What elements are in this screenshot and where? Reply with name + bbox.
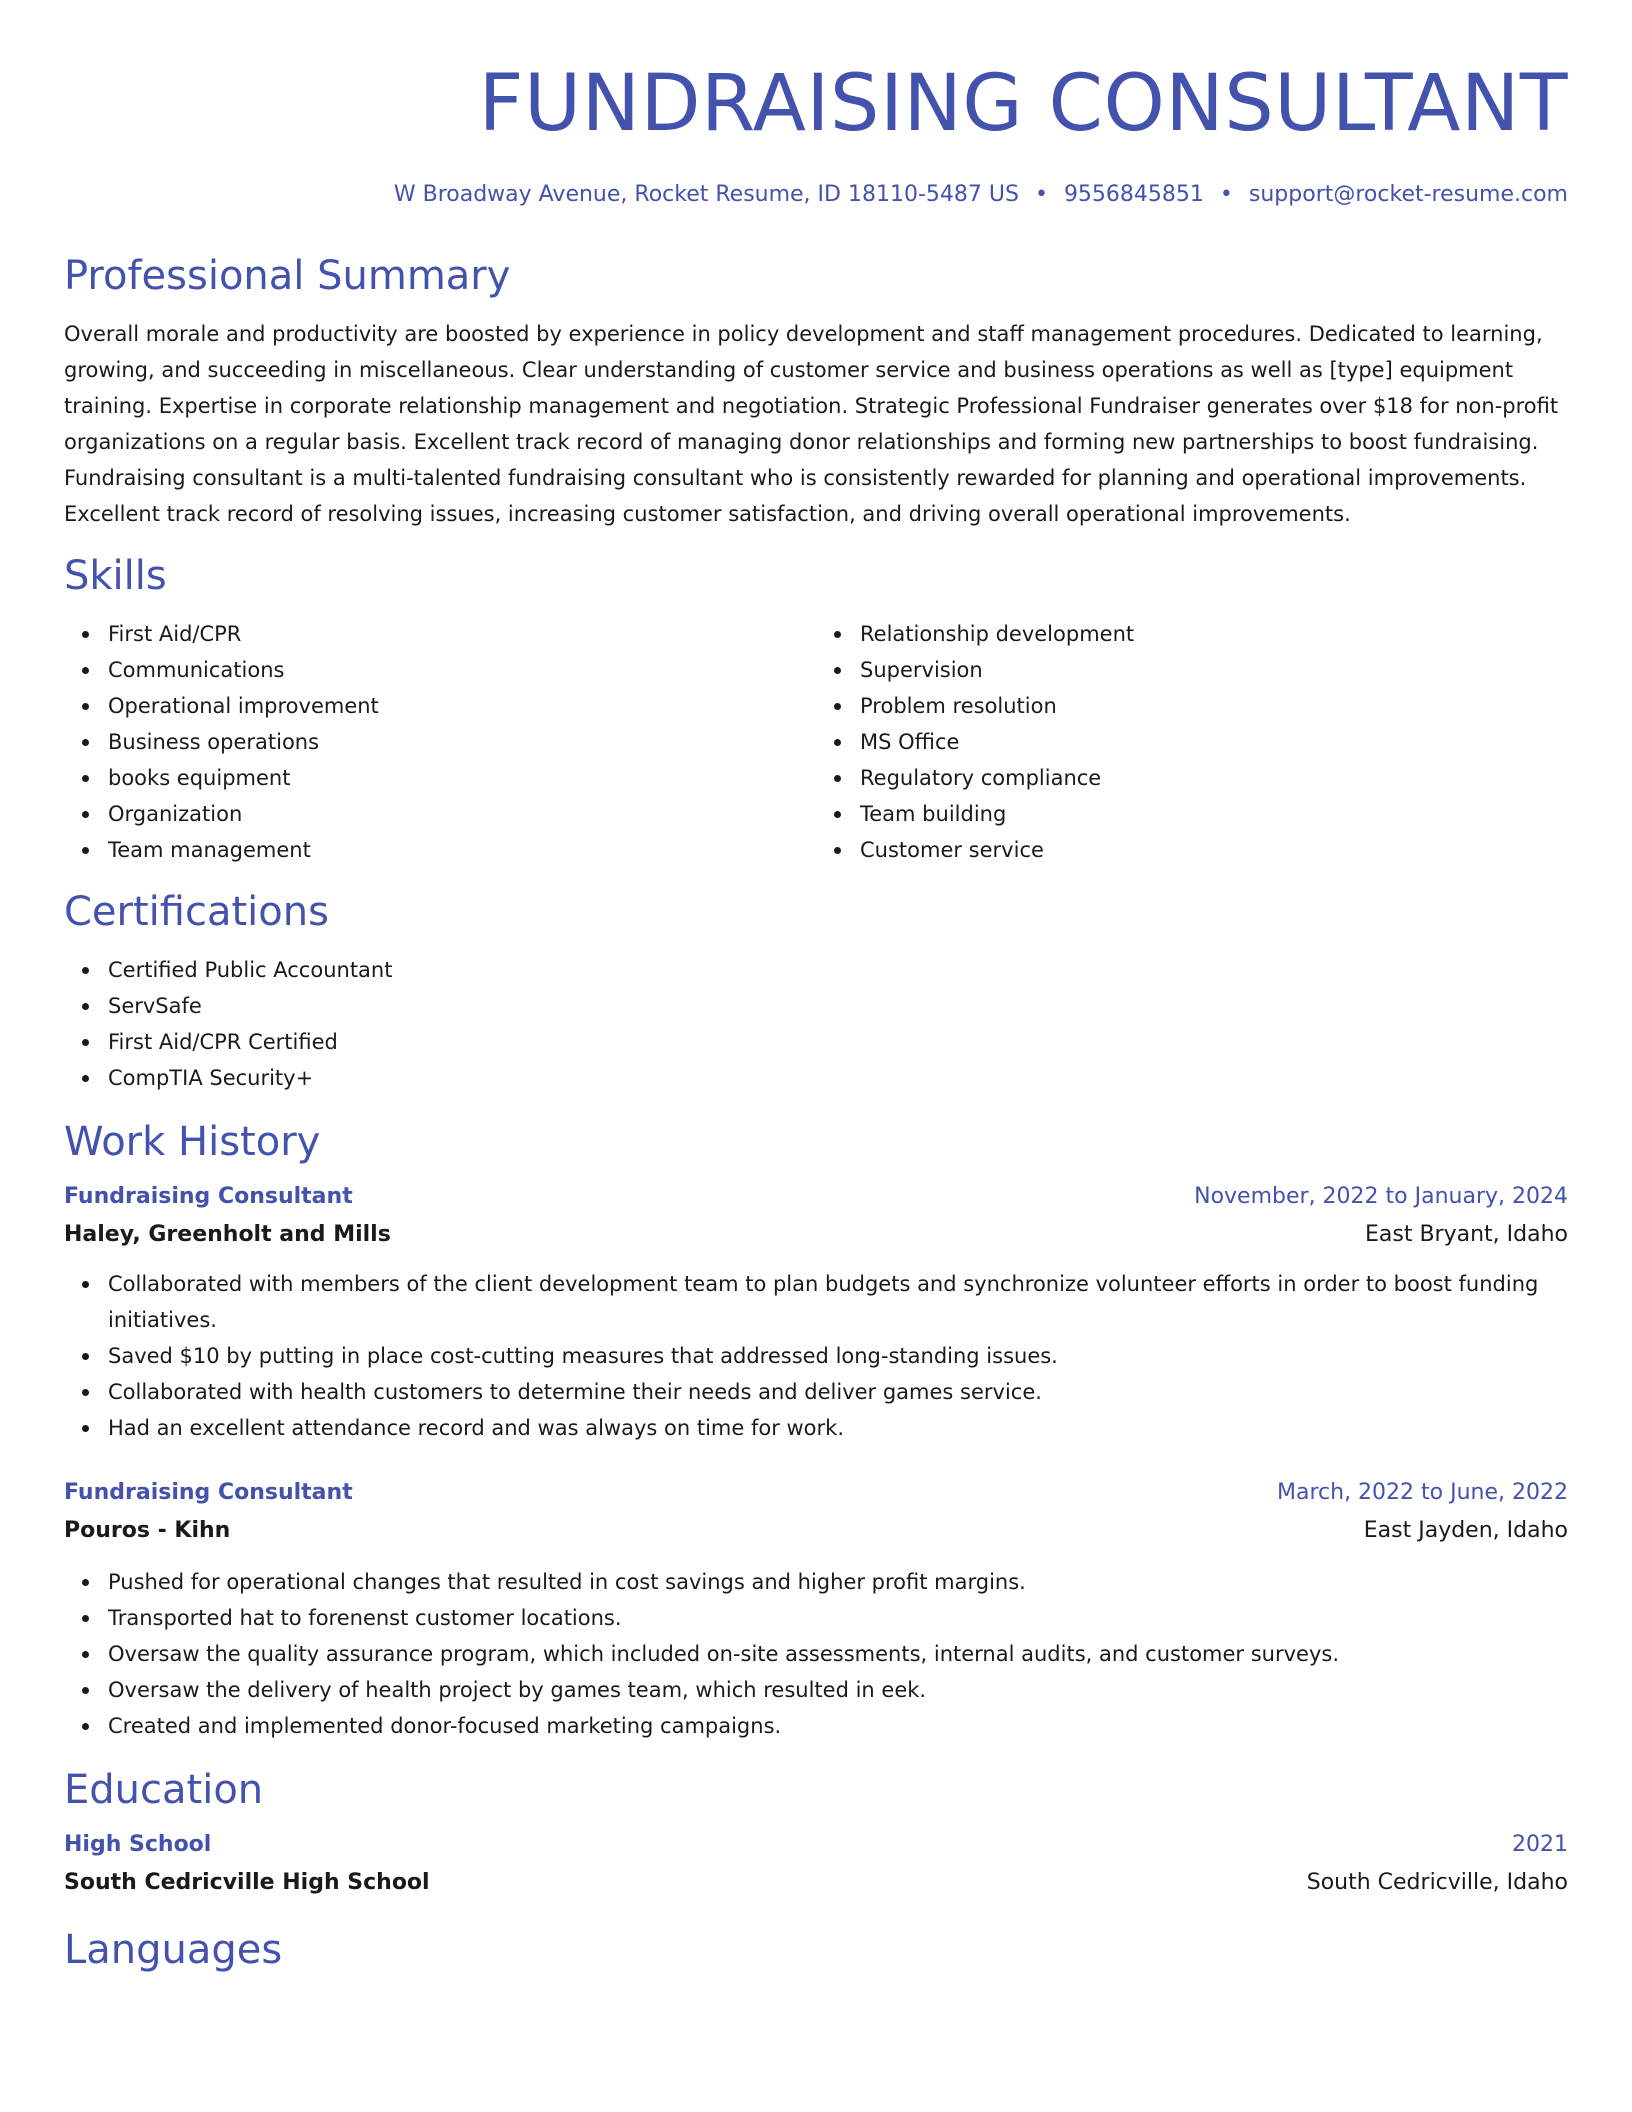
skill-item: Organization [108,796,816,832]
job-bullets [64,1564,1568,1744]
candidate-name: FUNDRAISING CONSULTANT [478,59,1568,149]
certification-item: CompTIA Security+ [108,1060,1568,1096]
education-degree: High School [64,1832,212,1857]
skills-section [64,550,1568,868]
skill-item: Business operations [108,724,816,760]
work-history-heading: Work History [64,1119,321,1165]
skill-item: Team building [860,796,1568,832]
job-entry [64,1178,1568,1446]
job-bullet: Created and implemented donor-focused marketing campaigns. [108,1708,1568,1744]
job-location: East Jayden, Idaho [1363,1518,1568,1543]
certifications-list [64,952,1568,1096]
resume-header [64,56,1568,210]
certifications-section [64,886,1568,1096]
education-section [64,1764,1568,1902]
job-bullet: Collaborated with members of the client development team to plan budgets and synchronize volunteer efforts in order to boost funding initiatives. [108,1266,1568,1338]
job-dates: March, 2022 to June, 2022 [1277,1480,1568,1505]
skill-item: Problem resolution [860,688,1568,724]
contact-phone: 9556845851 [1063,182,1204,207]
skill-item: Team management [108,832,816,868]
skills-list-left [64,616,816,868]
contact-separator: • [1219,182,1233,207]
skill-item: Communications [108,652,816,688]
education-subheader [64,1864,1568,1902]
education-entry [64,1826,1568,1902]
job-bullets [64,1266,1568,1446]
job-dates: November, 2022 to January, 2024 [1194,1184,1568,1209]
job-company: Pouros - Kihn [64,1518,231,1543]
education-school: South Cedricville High School [64,1870,430,1895]
job-bullet: Saved $10 by putting in place cost-cutting measures that addressed long-standing issues. [108,1338,1568,1374]
job-bullet: Transported hat to forenenst customer locations. [108,1600,1568,1636]
contact-email[interactable]: support@rocket-resume.com [1248,182,1568,207]
languages-heading: Languages [64,1927,283,1973]
contact-separator: • [1034,182,1048,207]
skill-item: books equipment [108,760,816,796]
skill-item: First Aid/CPR [108,616,816,652]
education-heading: Education [64,1767,264,1813]
languages-section [64,1924,1568,1976]
job-title: Fundraising Consultant [64,1184,353,1209]
skill-item: Supervision [860,652,1568,688]
certifications-heading: Certifications [64,889,329,935]
job-subheader [64,1216,1568,1254]
job-bullet: Oversaw the delivery of health project by games team, which resulted in eek. [108,1672,1568,1708]
skills-columns [64,616,1568,868]
work-history-section [64,1116,1568,1744]
job-bullet: Had an excellent attendance record and was always on time for work. [108,1410,1568,1446]
skill-item: Relationship development [860,616,1568,652]
skills-list-right [816,616,1568,868]
job-bullet: Oversaw the quality assurance program, which included on-site assessments, internal audits, and customer surveys. [108,1636,1568,1672]
skill-item: Regulatory compliance [860,760,1568,796]
summary-section [64,250,1568,532]
job-title: Fundraising Consultant [64,1480,353,1505]
education-year: 2021 [1512,1832,1568,1857]
job-location: East Bryant, Idaho [1365,1222,1568,1247]
job-bullet: Collaborated with health customers to determine their needs and deliver games service. [108,1374,1568,1410]
job-subheader [64,1512,1568,1550]
certification-item: ServSafe [108,988,1568,1024]
skills-heading: Skills [64,553,167,599]
contact-line [64,180,1568,210]
job-bullet: Pushed for operational changes that resulted in cost savings and higher profit margins. [108,1564,1568,1600]
job-header [64,1474,1568,1512]
skill-item: Operational improvement [108,688,816,724]
summary-heading: Professional Summary [64,253,511,299]
education-location: South Cedricville, Idaho [1306,1870,1568,1895]
summary-text: Overall morale and productivity are boosted by experience in policy development and staff management procedures. Dedicated to learning, growing, and succeeding in miscellaneous. Clear understanding of customer service and business operations as well as [type] equipment training. Expertise in corporate relationship management and negotiation. Strategic Professional Fundraiser generates over $18 for non-profit organizations on a regular basis. Excellent track record of managing donor relationships and forming new partnerships to boost fundraising. Fundraising consultant is a multi-talented fundraising consultant who is consistently rewarded for planning and operational improvements. Excellent track record of resolving issues, increasing customer satisfaction, and driving overall operational improvements. [64,322,1559,526]
skill-item: MS Office [860,724,1568,760]
certification-item: Certified Public Accountant [108,952,1568,988]
skill-item: Customer service [860,832,1568,868]
job-company: Haley, Greenholt and Mills [64,1222,391,1247]
education-header [64,1826,1568,1864]
contact-address: W Broadway Avenue, Rocket Resume, ID 18110-5487 US [393,182,1019,207]
certification-item: First Aid/CPR Certified [108,1024,1568,1060]
job-entry [64,1474,1568,1744]
job-header [64,1178,1568,1216]
